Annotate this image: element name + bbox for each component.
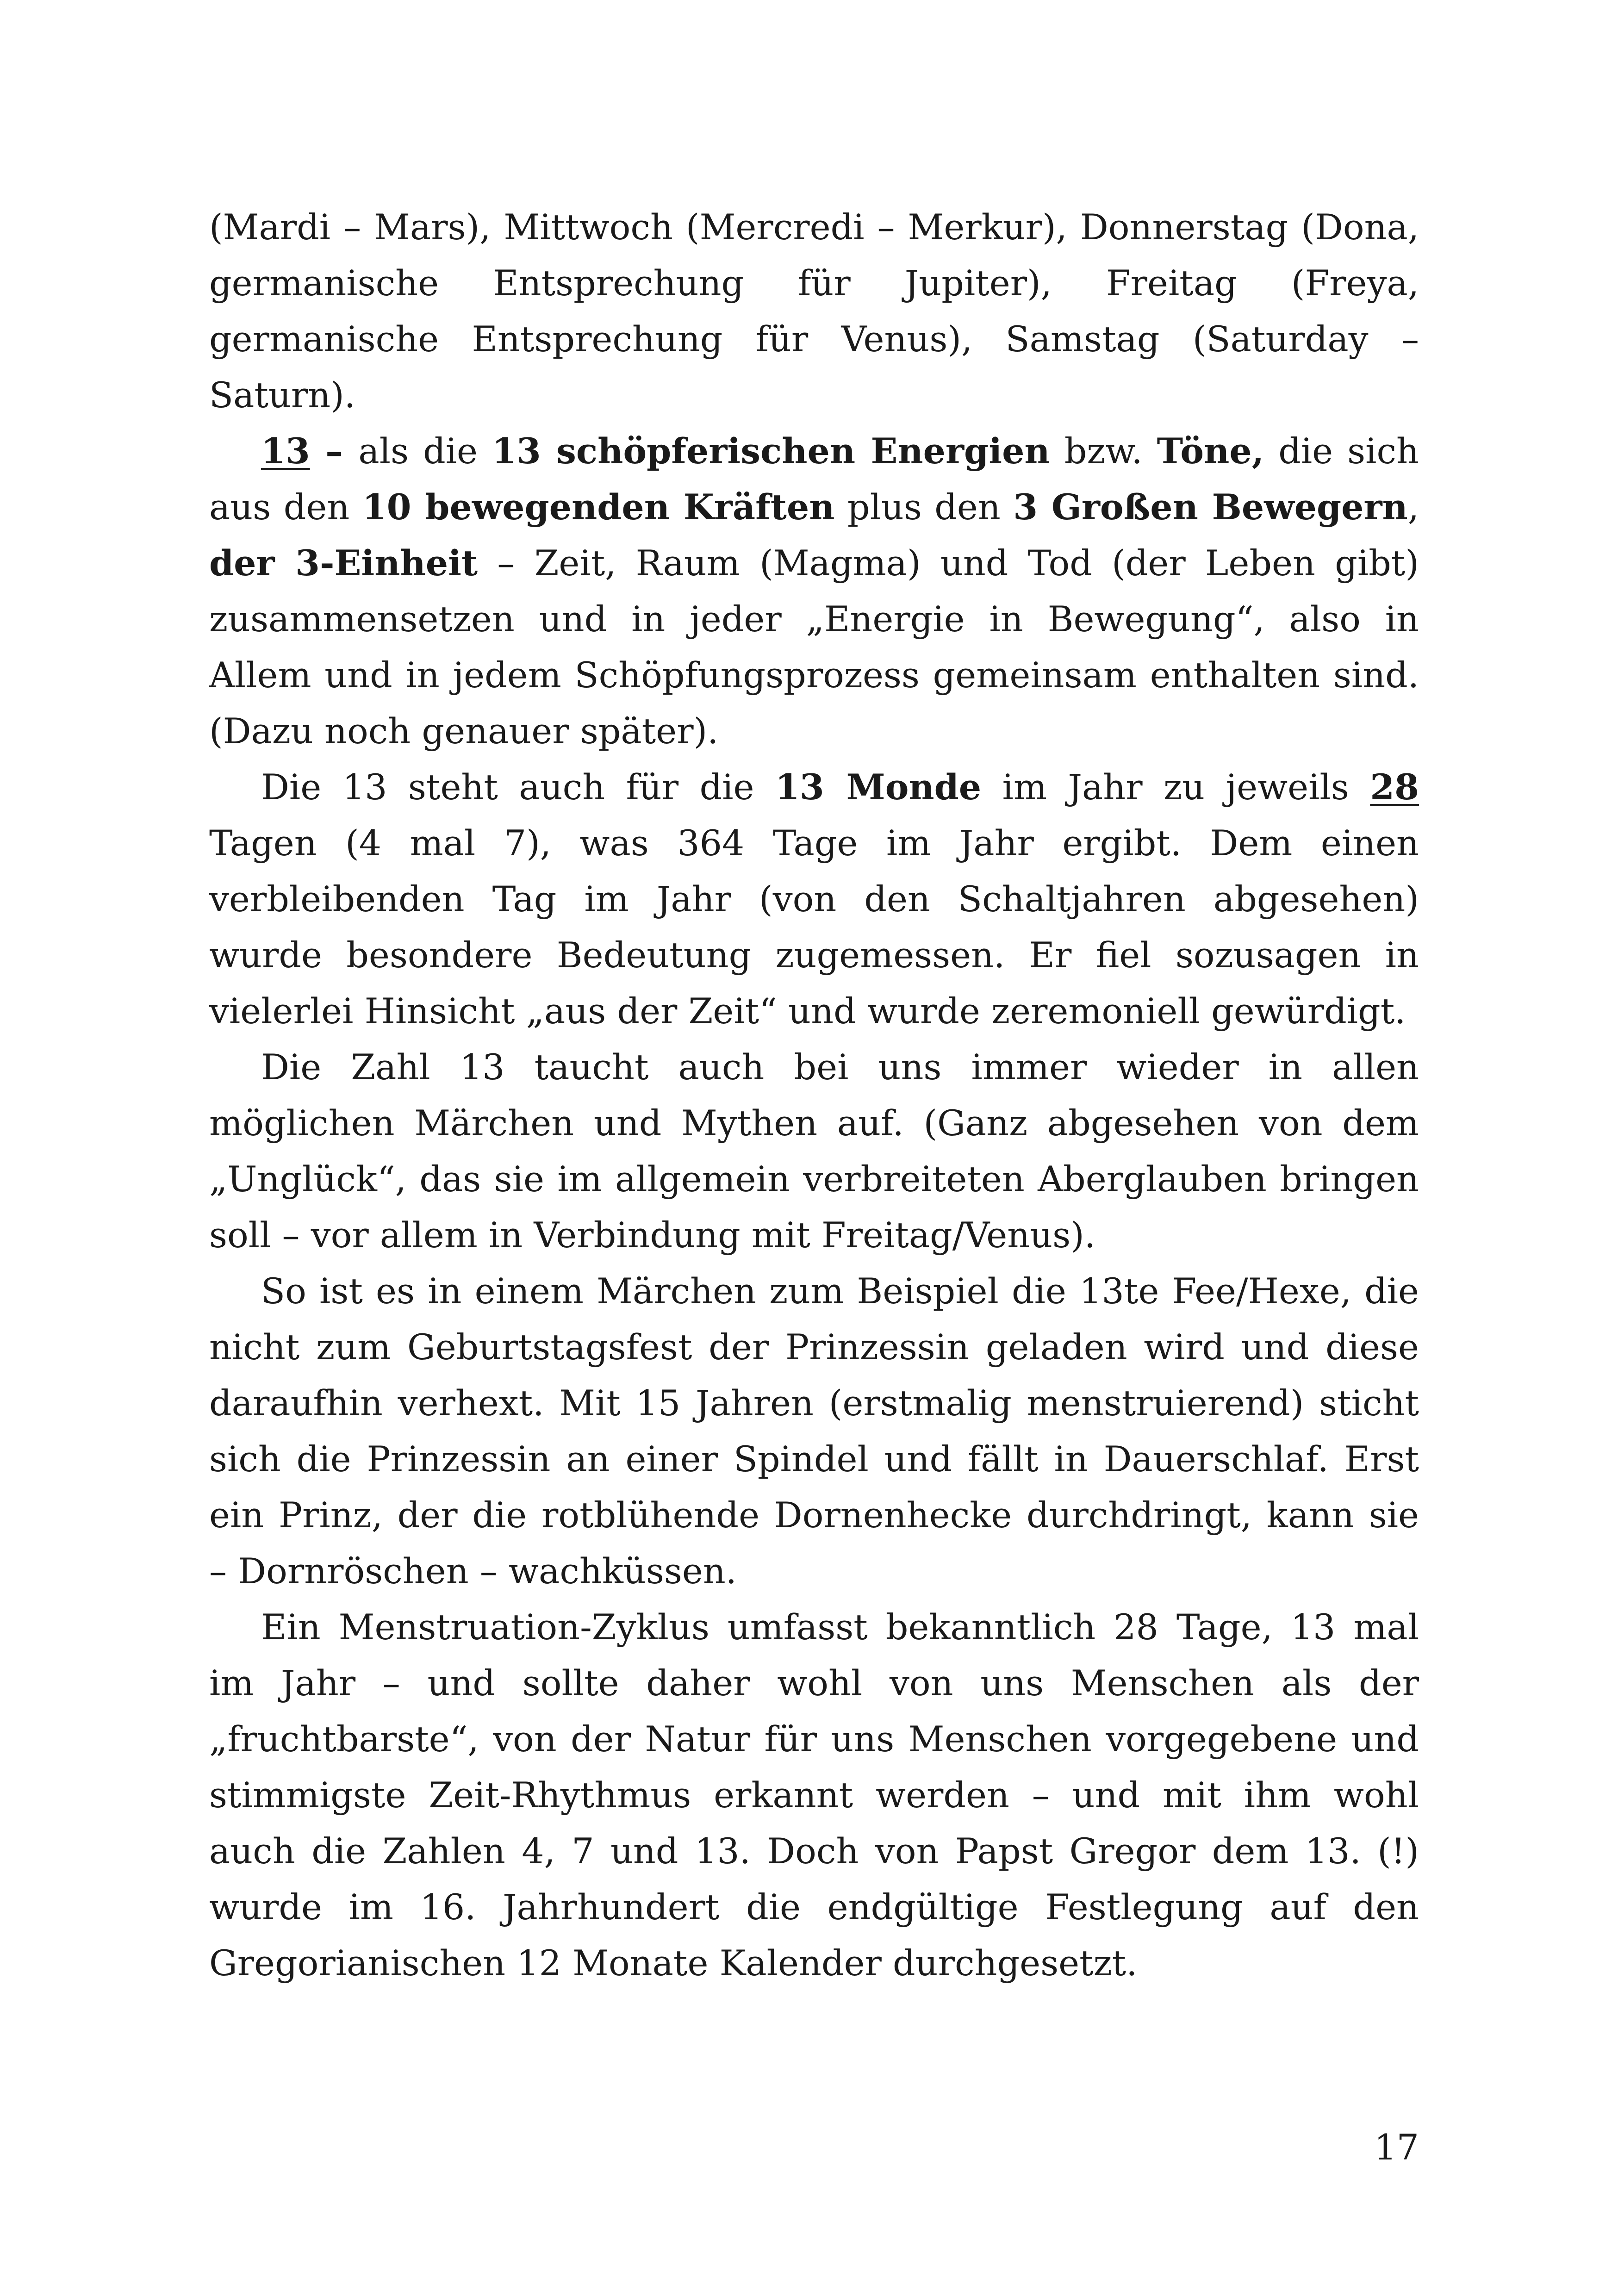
text-run: im Jahr zu jeweils [981,766,1370,808]
text-run: Ein Menstruation-Zyklus umfasst bekanntlich 28 Tage, 13 mal im Jahr – und sollte daher wohl von uns Menschen als der „fruchtbarste“, von der Natur für uns Menschen vorgegebene und stimmigste Zeit-Rhythmus erkannt werden – und mit ihm wohl auch die Zahlen 4, 7 und 13. Doch von Papst Gregor dem 13. (!) wurde im 16. Jahrhundert die endgültige Festlegung auf den Gregorianischen 12 Monate Kalender durchgesetzt. [209,1606,1419,1984]
paragraph [209,1263,1419,1599]
paragraph [209,1039,1419,1263]
text-run: bzw. [1050,430,1157,472]
text-run: – Zeit, Raum (Magma) und Tod (der Leben gibt) zusammensetzen und in jeder „Energie in Bewegung“, also in Allem und in jedem Schöpfungsprozess gemeinsam enthalten sind. (Dazu noch genauer später). [209,542,1419,752]
text-run: plus den [834,486,1014,528]
text-run: Tagen (4 mal 7), was 364 Tage im Jahr ergibt. Dem einen verbleibenden Tag im Jahr (von den Schaltjahren abgesehen) wurde besondere Bedeutung zugemessen. Er fiel sozusagen in vielerlei Hinsicht „aus der Zeit“ und wurde zeremoniell gewürdigt. [209,822,1419,1032]
text-run: Die Zahl 13 taucht auch bei uns immer wieder in allen möglichen Märchen und Mythen auf. (Ganz abgesehen von dem „Unglück“, das sie im allgemein verbreiteten Aberglauben bringen soll – vor allem in Verbindung mit Freitag/Venus). [209,1046,1419,1256]
text-run: So ist es in einem Märchen zum Beispiel die 13te Fee/Hexe, die nicht zum Geburtstagsfest der Prinzessin geladen wird und diese daraufhin verhext. Mit 15 Jahren (erstmalig menstruierend) sticht sich die Prinzessin an einer Spindel und fällt in Dauerschlaf. Erst ein Prinz, der die rotblühende Dornenhecke durchdringt, kann sie – Dornröschen – wachküssen. [209,1270,1419,1592]
text-run: , [1407,486,1419,528]
paragraph [209,423,1419,759]
text-run: als die [358,430,492,472]
bold-term: der 3-Einheit [209,542,478,584]
body-text [209,199,1419,1991]
emphasized-number: 28 [1370,766,1419,808]
paragraph [209,1599,1419,1991]
bold-term: 13 schöpferischen Energien [492,430,1050,472]
bold-term: 10 bewegenden Kräften [362,486,835,528]
paragraph [209,199,1419,423]
bold-term: Töne, [1157,430,1264,472]
text-run: die sich aus den [209,430,1419,528]
page-number: 17 [1374,2127,1419,2168]
bold-term: – [310,430,359,472]
emphasized-number: 13 [261,430,310,472]
text-run: (Mardi – Mars), Mittwoch (Mercredi – Merkur), Donnerstag (Dona, germanische Entsprechung für Jupiter), Freitag (Freya, germanische Entsprechung für Venus), Samstag (Saturday – Saturn). [209,206,1419,416]
bold-term: 13 Monde [775,766,982,808]
text-run: Die 13 steht auch für die [261,766,776,808]
bold-term: 3 Großen Bewegern [1013,486,1408,528]
paragraph [209,759,1419,1039]
